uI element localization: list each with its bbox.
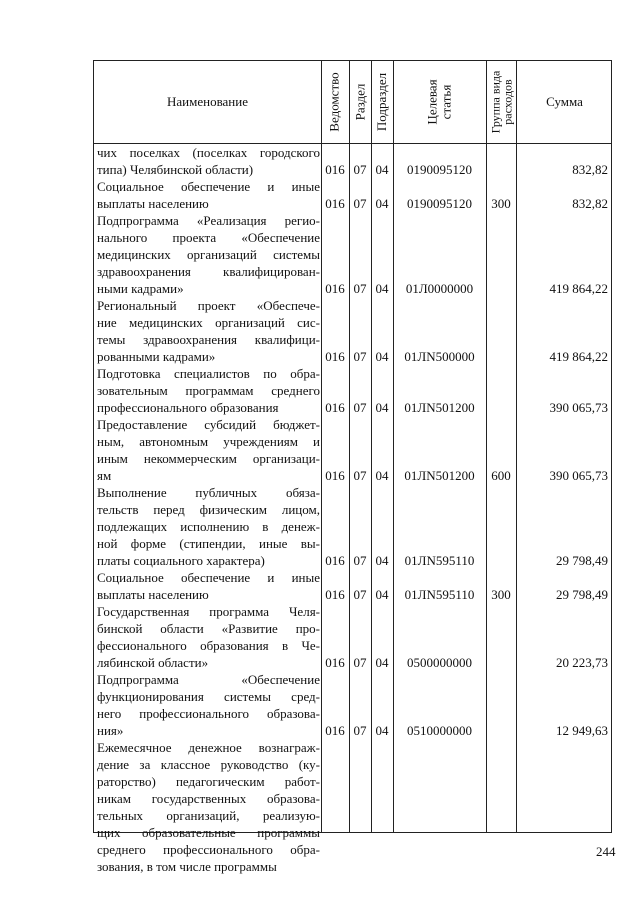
row-name-line: ными кадрами»: [97, 281, 184, 296]
row-name-line: раторство) педагогическим работ-: [97, 774, 320, 789]
row-celevaya: 0190095120: [407, 196, 472, 211]
row-podrazdel: 04: [375, 196, 389, 211]
row-name-line: ным, автономным учреждениям и: [97, 434, 320, 449]
row-summa: 832,82: [572, 162, 608, 177]
header-gruppa-line2: расходов: [500, 79, 514, 125]
row-name-line: Выполнение публичных обяза-: [97, 485, 320, 500]
row-celevaya: 0500000000: [407, 655, 472, 670]
row-celevaya: 01ЛN501200: [404, 400, 475, 415]
row-razdel: 07: [353, 281, 367, 296]
row-razdel: 07: [353, 655, 367, 670]
table-row: [94, 603, 611, 671]
row-podrazdel: 04: [375, 553, 389, 568]
row-name: [97, 671, 320, 739]
header-summa: Сумма: [546, 94, 583, 109]
row-razdel: 07: [353, 400, 367, 415]
row-summa: 419 864,22: [549, 281, 608, 296]
table-row: [94, 178, 611, 212]
row-name-line: зования, в том числе программы: [97, 859, 277, 874]
header-vedomstvo-cell: [321, 61, 349, 143]
table-row: [94, 671, 611, 739]
row-name-line: Социальное обеспечение и иные: [97, 570, 320, 585]
page-number: 244: [596, 844, 616, 859]
row-name-line: среднего профессионального обра-: [97, 842, 320, 857]
row-name-line: подлежащих исполнению в денеж-: [97, 519, 320, 534]
row-name-line: ния»: [97, 723, 124, 738]
row-summa: 419 864,22: [549, 349, 608, 364]
row-podrazdel: 04: [375, 281, 389, 296]
row-name-line: Социальное обеспечение и иные: [97, 179, 320, 194]
row-name-line: здравоохранения квалифицирован-: [97, 264, 320, 279]
row-name-line: щих образовательные программы: [97, 825, 320, 840]
row-vedomstvo: 016: [325, 468, 345, 483]
row-summa: 390 065,73: [549, 400, 608, 415]
header-name: Наименование: [167, 94, 248, 109]
table-row: [94, 416, 611, 484]
row-summa: 12 949,63: [556, 723, 608, 738]
row-name-line: никам государственных образова-: [97, 791, 320, 806]
header-podrazdel: Подраздел: [374, 72, 390, 132]
row-name-line: ние медицинских организаций сис-: [97, 315, 320, 330]
row-summa: 29 798,49: [556, 587, 608, 602]
table-row: [94, 569, 611, 603]
row-name: [97, 739, 320, 875]
header-gruppa-cell: [486, 61, 516, 143]
row-name-line: ям: [97, 468, 112, 483]
row-podrazdel: 04: [375, 587, 389, 602]
row-summa: 20 223,73: [556, 655, 608, 670]
row-name-line: фессионального образования в Че-: [97, 638, 320, 653]
row-celevaya: 01ЛN595110: [404, 553, 475, 568]
row-vedomstvo: 016: [325, 162, 345, 177]
row-gruppa: 300: [491, 587, 511, 602]
row-name-line: медицинских организаций системы: [97, 247, 320, 262]
row-vedomstvo: 016: [325, 655, 345, 670]
row-razdel: 07: [353, 723, 367, 738]
row-vedomstvo: 016: [325, 349, 345, 364]
row-name-line: Подпрограмма «Реализация регио-: [97, 213, 320, 228]
row-celevaya: 0190095120: [407, 162, 472, 177]
row-celevaya: 01Л0000000: [405, 281, 474, 296]
row-celevaya: 01ЛN500000: [404, 349, 475, 364]
row-name-line: Государственная программа Челя-: [97, 604, 320, 619]
row-razdel: 07: [353, 196, 367, 211]
row-vedomstvo: 016: [325, 400, 345, 415]
row-vedomstvo: 016: [325, 723, 345, 738]
row-razdel: 07: [353, 468, 367, 483]
table-row: [94, 297, 611, 365]
table-row: [94, 212, 611, 297]
row-name-line: типа) Челябинской области): [97, 162, 254, 177]
header-gruppa-line1: Группа вида: [488, 70, 502, 134]
table-header: [94, 61, 611, 144]
row-name-line: лябинской области»: [97, 655, 209, 670]
row-summa: 832,82: [572, 196, 608, 211]
row-podrazdel: 04: [375, 349, 389, 364]
row-podrazdel: 04: [375, 400, 389, 415]
row-name-line: бинской области «Развитие про-: [97, 621, 320, 636]
table-row: [94, 484, 611, 569]
row-name: [97, 212, 320, 297]
row-razdel: 07: [353, 553, 367, 568]
header-gruppa: [489, 71, 513, 134]
row-razdel: 07: [353, 162, 367, 177]
table-row: [94, 144, 611, 178]
row-name-line: зовательным программам среднего: [97, 383, 320, 398]
row-name-line: дение за классное руководство (ку-: [97, 757, 320, 772]
row-celevaya: 0510000000: [407, 723, 472, 738]
row-celevaya: 01ЛN595110: [404, 587, 475, 602]
row-summa: 390 065,73: [549, 468, 608, 483]
table-row: [94, 365, 611, 416]
row-name: [97, 416, 320, 484]
row-celevaya: 01ЛN501200: [404, 468, 475, 483]
row-name-line: чих поселках (поселках городского: [97, 145, 320, 160]
header-celevaya-line1: Целевая: [424, 79, 440, 125]
row-name-line: выплаты населению: [97, 196, 209, 211]
row-gruppa: 300: [491, 196, 511, 211]
row-name-line: ной форме (стипендии, иные вы-: [97, 536, 320, 551]
row-vedomstvo: 016: [325, 196, 345, 211]
row-summa: 29 798,49: [556, 553, 608, 568]
row-name: [97, 603, 320, 671]
header-celevaya-line2: статья: [438, 84, 454, 120]
row-name-line: Подпрограмма «Обеспечение: [97, 672, 320, 687]
row-name-line: рованными кадрами»: [97, 349, 216, 364]
row-name-line: тельств перед физическим лицом,: [97, 502, 320, 517]
header-celevaya-cell: [393, 61, 486, 143]
row-razdel: 07: [353, 349, 367, 364]
row-name-line: платы социального характера): [97, 553, 265, 568]
row-name: [97, 297, 320, 365]
row-name-line: профессионального образования: [97, 400, 279, 415]
row-name-line: него профессионального образова-: [97, 706, 320, 721]
row-name-line: Ежемесячное денежное вознаграж-: [97, 740, 320, 755]
header-razdel: Раздел: [352, 83, 367, 121]
row-name-line: Региональный проект «Обеспече-: [97, 298, 320, 313]
row-podrazdel: 04: [375, 468, 389, 483]
row-name: [97, 365, 320, 416]
row-name-line: иным некоммерческим организаци-: [97, 451, 320, 466]
row-name-line: Подготовка специалистов по обра-: [97, 366, 320, 381]
row-name-line: функционирования системы сред-: [97, 689, 320, 704]
row-podrazdel: 04: [375, 655, 389, 670]
row-name-line: тельных организаций, реализую-: [97, 808, 320, 823]
row-vedomstvo: 016: [325, 281, 345, 296]
row-vedomstvo: 016: [325, 553, 345, 568]
row-name: [97, 178, 320, 212]
row-podrazdel: 04: [375, 723, 389, 738]
row-name-line: Предоставление субсидий бюджет-: [97, 417, 320, 432]
header-podrazdel-cell: [371, 61, 393, 143]
row-name-line: выплаты населению: [97, 587, 209, 602]
header-razdel-cell: [349, 61, 371, 143]
row-gruppa: 600: [491, 468, 511, 483]
row-razdel: 07: [353, 587, 367, 602]
row-name-line: темы здравоохранения квалифици-: [97, 332, 320, 347]
row-vedomstvo: 016: [325, 587, 345, 602]
row-name: [97, 484, 320, 569]
row-name: [97, 144, 320, 178]
header-celevaya: [425, 79, 453, 124]
row-name: [97, 569, 320, 603]
row-name-line: нального проекта «Обеспечение: [97, 230, 320, 245]
row-podrazdel: 04: [375, 162, 389, 177]
header-vedomstvo: Ведомство: [327, 72, 342, 132]
table-row: [94, 739, 611, 875]
